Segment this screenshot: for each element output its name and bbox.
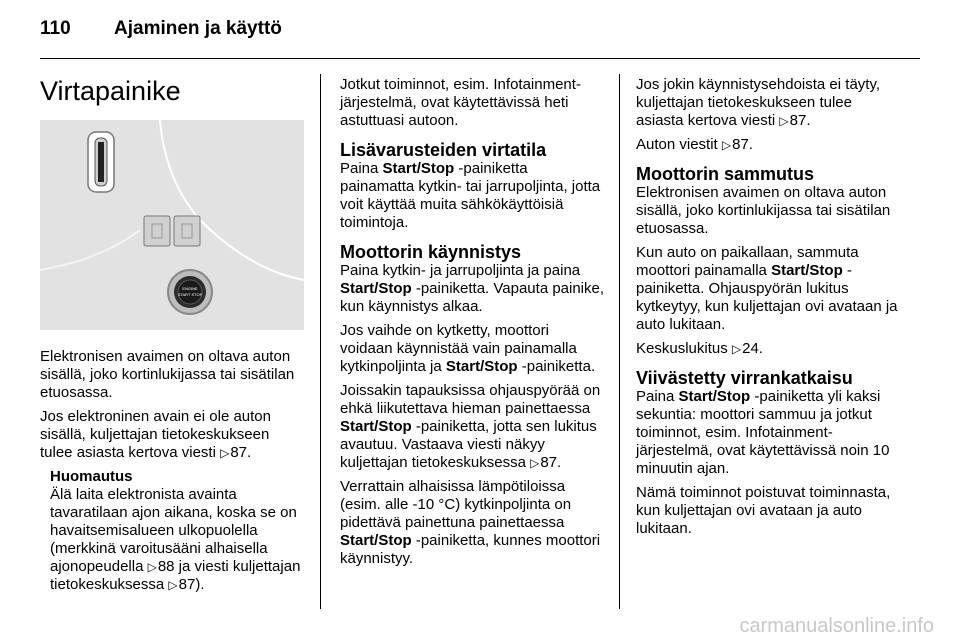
paragraph: Jos elektroninen avain ei ole auton sisällä, kuljettajan tietokeskukseen tulee asiasta kertova viesti ▷87. (40, 408, 271, 461)
header-rule (40, 58, 920, 59)
column-3 (636, 76, 902, 544)
paragraph: Joissakin tapauksissa ohjauspyörää on ehkä liikutettava hieman painettaessa Start/Stop -painiketta, jotta sen lukitus avautuu. Vastaava viesti näkyy kuljettajan tietokeskuksessa ▷87. (340, 382, 601, 471)
paragraph: Keskuslukitus ▷24. (636, 340, 763, 357)
column-1 (40, 76, 304, 600)
reference-arrow-icon: ▷ (530, 456, 540, 470)
paragraph: Elektronisen avaimen on oltava auton sisällä, joko kortinlukijassa tai sisätilan etuosassa. (636, 184, 891, 237)
paragraph: Paina Start/Stop -painiketta painamatta kytkin- tai jarrupoljinta, jotta voit käyttää muita sähkökäyttöisiä toimintoja. (340, 160, 601, 231)
paragraph: Nämä toiminnot poistuvat toiminnasta, kun kuljettajan ovi avataan ja auto lukitaan. (636, 484, 891, 537)
watermark-text: carmanualsonline.info (739, 615, 934, 637)
paragraph: Verrattain alhaisissa lämpötiloissa (esim. alle -10 °C) kytkinpoljinta on pidettävä painettuna painettaessa Start/Stop -painiketta, kunnes moottori käynnistyy. (340, 478, 601, 567)
page-number: 110 (40, 18, 71, 39)
paragraph: Jos vaihde on kytketty, moottori voidaan käynnistää vain painamalla kytkinpoljinta ja Start/Stop -painiketta. (340, 322, 596, 375)
reference-arrow-icon: ▷ (220, 446, 230, 460)
column-divider (320, 74, 321, 609)
chapter-title: Ajaminen ja käyttö (114, 18, 282, 39)
section-title: Virtapainike (40, 76, 181, 106)
subheading-accessory-mode: Lisävarusteiden virtatila (340, 140, 547, 160)
paragraph: Paina Start/Stop -painiketta yli kaksi sekuntia: moottori sammuu ja jotkut toiminnot, esim. Infotainment-järjestelmä, ovat käytettävissä noin 10 minuutin ajan. (636, 388, 890, 477)
power-button-illustration (40, 120, 304, 330)
subheading-delayed-power-off: Viivästetty virrankatkaisu (636, 368, 853, 388)
note-text: Älä laita elektronista avainta tavaratilaan ajon aikana, koska se on havaitsemisalueen ulkopuolella (merkkinä varoitusääni alhaisella ajonopeudella ▷88 ja viesti kuljettajan tietokeskuksessa ▷87). (50, 486, 301, 593)
paragraph: Jos jokin käynnistysehdoista ei täyty, kuljettajan tietokeskukseen tulee asiasta kertova viesti ▷87. (636, 76, 881, 129)
dashboard-drawing (40, 120, 304, 330)
note-block (50, 468, 304, 594)
subheading-engine-start: Moottorin käynnistys (340, 242, 522, 262)
reference-arrow-icon: ▷ (731, 342, 742, 356)
paragraph: Auton viestit ▷87. (636, 136, 753, 153)
page-header (40, 18, 282, 40)
reference-arrow-icon: ▷ (779, 114, 789, 128)
reference-arrow-icon: ▷ (147, 560, 157, 574)
paragraph: Jotkut toiminnot, esim. Infotainment-järjestelmä, ovat käytettävissä heti astuttuasi autoon. (340, 76, 581, 129)
start-stop-button-label: ENGINE (182, 286, 198, 291)
paragraph: Kun auto on paikallaan, sammuta moottori painamalla Start/Stop -painiketta. Ohjauspyörän lukitus kytkeytyy, kun kuljettajan ovi avataan ja auto lukitaan. (636, 244, 898, 333)
paragraph: Elektronisen avaimen on oltava auton sisällä, joko kortinlukijassa tai sisätilan etuosassa. (40, 348, 295, 401)
subheading-engine-off: Moottorin sammutus (636, 164, 814, 184)
reference-arrow-icon: ▷ (721, 138, 732, 152)
start-stop-button-label: START STOP (177, 292, 203, 297)
note-title: Huomautus (50, 468, 133, 485)
column-2 (340, 76, 605, 574)
reference-arrow-icon: ▷ (168, 578, 178, 592)
column-divider (619, 74, 620, 609)
paragraph: Paina kytkin- ja jarrupoljinta ja paina Start/Stop -painiketta. Vapauta painike, kun käynnistys alkaa. (340, 262, 605, 315)
